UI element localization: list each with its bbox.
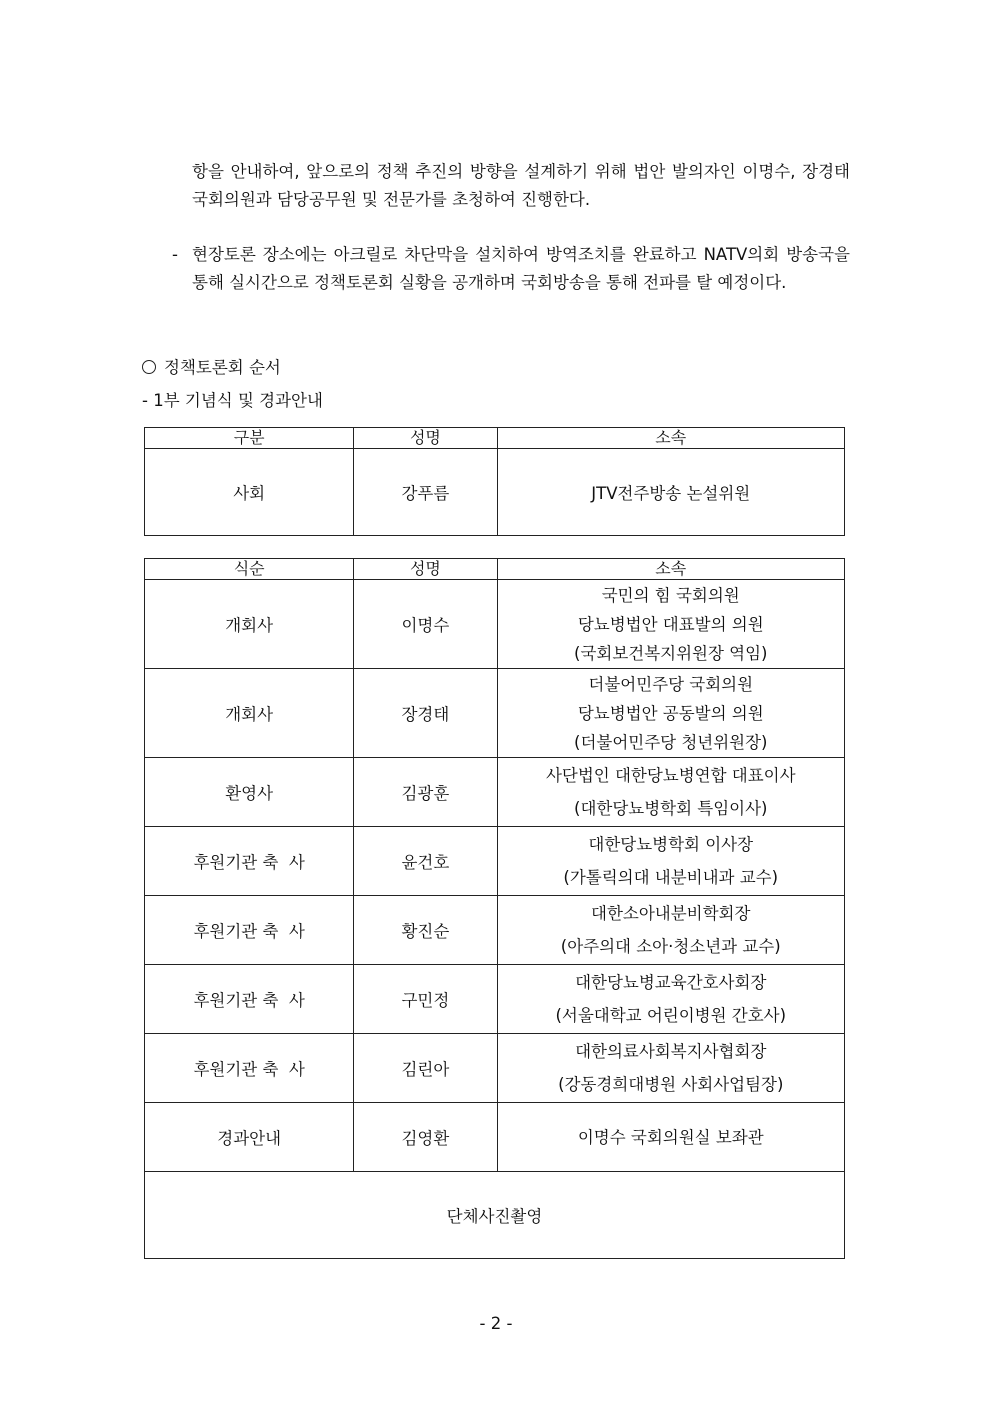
ceremony-table [144, 558, 845, 1259]
section-title-text: 정책토론회 순서 [164, 358, 281, 377]
affiliation-line: 더불어민주당 국회의원 [588, 674, 754, 694]
affiliation-cell [497, 1034, 845, 1103]
table-row [145, 896, 845, 965]
affiliation-line: 이명수 국회의원실 보좌관 [577, 1127, 764, 1147]
affiliation-cell [497, 896, 845, 965]
table-row [145, 449, 845, 536]
affiliation-cell: JTV전주방송 논설위원 [497, 449, 845, 536]
affiliation-line: (아주의대 소아·청소년과 교수) [560, 937, 781, 956]
header-order: 식순 [145, 559, 354, 580]
role-cell: 환영사 [145, 758, 354, 827]
role-cell: 개회사 [145, 580, 354, 669]
affiliation-line: 대한소아내분비학회장 [591, 904, 751, 923]
page-number: - 2 - [479, 1314, 513, 1333]
affiliation-line: 대한의료사회복지사협회장 [575, 1042, 767, 1061]
intro-dash: - [172, 245, 178, 264]
table-row [145, 1103, 845, 1172]
name-cell: 이명수 [354, 580, 497, 669]
affiliation-line: 대한당뇨병교육간호사회장 [575, 973, 767, 992]
header-affiliation: 소속 [497, 428, 845, 449]
affiliation-line: (가톨릭의대 내분비내과 교수) [563, 868, 779, 887]
affiliation-line: 대한당뇨병학회 이사장 [588, 835, 754, 854]
affiliation-line: (대한당뇨병학회 특임이사) [574, 799, 768, 818]
affiliation-line: 국민의 힘 국회의원 [601, 585, 740, 605]
group-photo-cell: 단체사진촬영 [145, 1172, 845, 1259]
affiliation-cell [497, 1103, 845, 1172]
affiliation-line: 당뇨병법안 공동발의 의원 [577, 703, 764, 723]
role-cell: 후원기관 축 사 [145, 1034, 354, 1103]
header-category: 구분 [145, 428, 354, 449]
table-row [145, 965, 845, 1034]
affiliation-line: 당뇨병법안 대표발의 의원 [577, 614, 764, 634]
header-name: 성명 [354, 559, 497, 580]
intro-paragraph-1: 항을 안내하여, 앞으로의 정책 추진의 방향을 설계하기 위해 법안 발의자인 이명수, 장경태 국회의원과 담당공무원 및 전문가를 초청하여 진행한다. [192, 162, 850, 209]
role-cell: 사회 [145, 449, 354, 536]
name-cell: 구민정 [354, 965, 497, 1034]
affiliation-line: (서울대학교 어린이병원 간호사) [555, 1006, 787, 1025]
table-row [145, 1034, 845, 1103]
affiliation-line: (국회보건복지위원장 역임) [574, 643, 768, 663]
affiliation-line: (더불어민주당 청년위원장) [574, 732, 768, 752]
name-cell: 김광훈 [354, 758, 497, 827]
name-cell: 황진순 [354, 896, 497, 965]
role-cell: 후원기관 축 사 [145, 896, 354, 965]
table-row [145, 827, 845, 896]
affiliation-cell [497, 827, 845, 896]
table-header-row [145, 428, 845, 449]
name-cell: 장경태 [354, 669, 497, 758]
table-row [145, 669, 845, 758]
name-cell: 강푸름 [354, 449, 497, 536]
table-row [145, 758, 845, 827]
role-cell: 후원기관 축 사 [145, 827, 354, 896]
role-cell: 개회사 [145, 669, 354, 758]
table-footer-row [145, 1172, 845, 1259]
table-header-row [145, 559, 845, 580]
role-cell: 경과안내 [145, 1103, 354, 1172]
name-cell: 윤건호 [354, 827, 497, 896]
header-affiliation: 소속 [497, 559, 845, 580]
table-row [145, 580, 845, 669]
circle-bullet-icon [142, 360, 156, 374]
role-cell: 후원기관 축 사 [145, 965, 354, 1034]
affiliation-cell [497, 669, 845, 758]
affiliation-cell [497, 965, 845, 1034]
affiliation-cell [497, 758, 845, 827]
name-cell: 김린아 [354, 1034, 497, 1103]
moderator-table [144, 427, 845, 536]
header-name: 성명 [354, 428, 497, 449]
section-title [142, 355, 281, 381]
affiliation-cell [497, 580, 845, 669]
name-cell: 김영환 [354, 1103, 497, 1172]
part-title: - 1부 기념식 및 경과안내 [142, 391, 323, 410]
affiliation-line: (강동경희대병원 사회사업팀장) [558, 1075, 784, 1094]
intro-paragraph-2: 현장토론 장소에는 아크릴로 차단막을 설치하여 방역조치를 완료하고 NATV의회 방송국을 통해 실시간으로 정책토론회 실황을 공개하며 국회방송을 통해 전파를 탈 예정이다. [192, 245, 850, 292]
affiliation-line: 사단법인 대한당뇨병연합 대표이사 [545, 766, 796, 785]
